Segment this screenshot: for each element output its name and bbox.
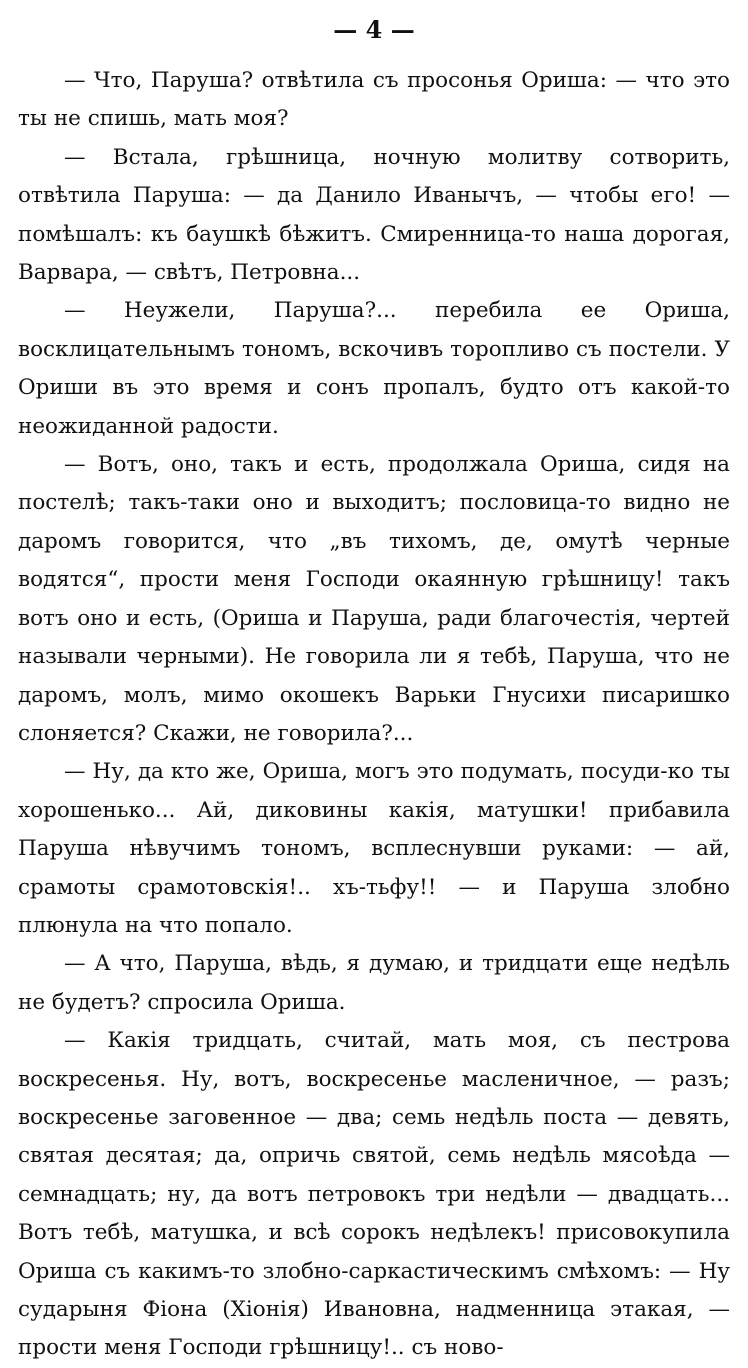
book-page — [18, 10, 730, 1368]
paragraph-5: — Ну, да кто же, Ориша, могъ это подумать, посуди-ко ты хорошенько... Ай, диковины какія, матушки! прибавила Паруша нѣвучимъ тономъ, всплеснувши руками: — ай, срамоты срамотовскія!.. хъ-тьфу!! — и Паруша злобно плюнула на что попало. — [18, 759, 730, 938]
paragraph-4: — Вотъ, оно, такъ и есть, продолжала Ориша, сидя на постелѣ; такъ-таки оно и выходитъ; пословица-то видно не даромъ говорится, что „въ тихомъ, де, омутѣ черные водятся“, прости меня Господи окаянную грѣшницу! такъ вотъ оно и есть, (Ориша и Паруша, ради благочестія, чертей называли черными). Не говорила ли я тебѣ, Паруша, что не даромъ, молъ, мимо окошекъ Варьки Гнусихи писаришко слоняется? Скажи, не говорила?... — [18, 452, 730, 746]
paragraph-1: — Что, Паруша? отвѣтила съ просонья Ориша: — что это ты не спишь, мать моя? — [18, 68, 730, 132]
paragraph-6: — А что, Паруша, вѣдь, я думаю, и тридцати еще недѣль не будетъ? спросила Ориша. — [18, 951, 730, 1015]
paragraph-2: — Встала, грѣшница, ночную молитву сотворить, отвѣтила Паруша: — да Данило Иванычъ, — чтобы его! — помѣшалъ: къ баушкѣ бѣжитъ. Смиренница-то наша дорогая, Варвара, — свѣтъ, Петровна... — [18, 144, 730, 286]
page-body — [18, 62, 730, 1368]
page-number: — 4 — — [333, 15, 415, 44]
paragraph-3: — Неужели, Паруша?... перебила ее Ориша, восклицательнымъ тономъ, вскочивъ торопливо съ постели. У Ориши въ это время и сонъ пропалъ, будто отъ какой-то неожиданной радости. — [18, 298, 730, 439]
paragraph-7: — Какія тридцать, считай, мать моя, съ пестрова воскресенья. Ну, вотъ, воскресенье масленичное, — разъ; воскресенье заговенное — два; семь недѣль поста — девять, святая десятая; да, опричь святой, семь недѣль мясоѣда — семнадцать; ну, да вотъ петровокъ три недѣли — двадцать... Вотъ тебѣ, матушка, и всѣ сорокъ недѣлекъ! присовокупила Ориша съ какимъ-то злобно-саркастическимъ смѣхомъ: — Ну сударыня Фіона (Хіонія) Ивановна, надменница этакая, — прости меня Господи грѣшницу!.. съ ново- — [18, 1028, 730, 1361]
